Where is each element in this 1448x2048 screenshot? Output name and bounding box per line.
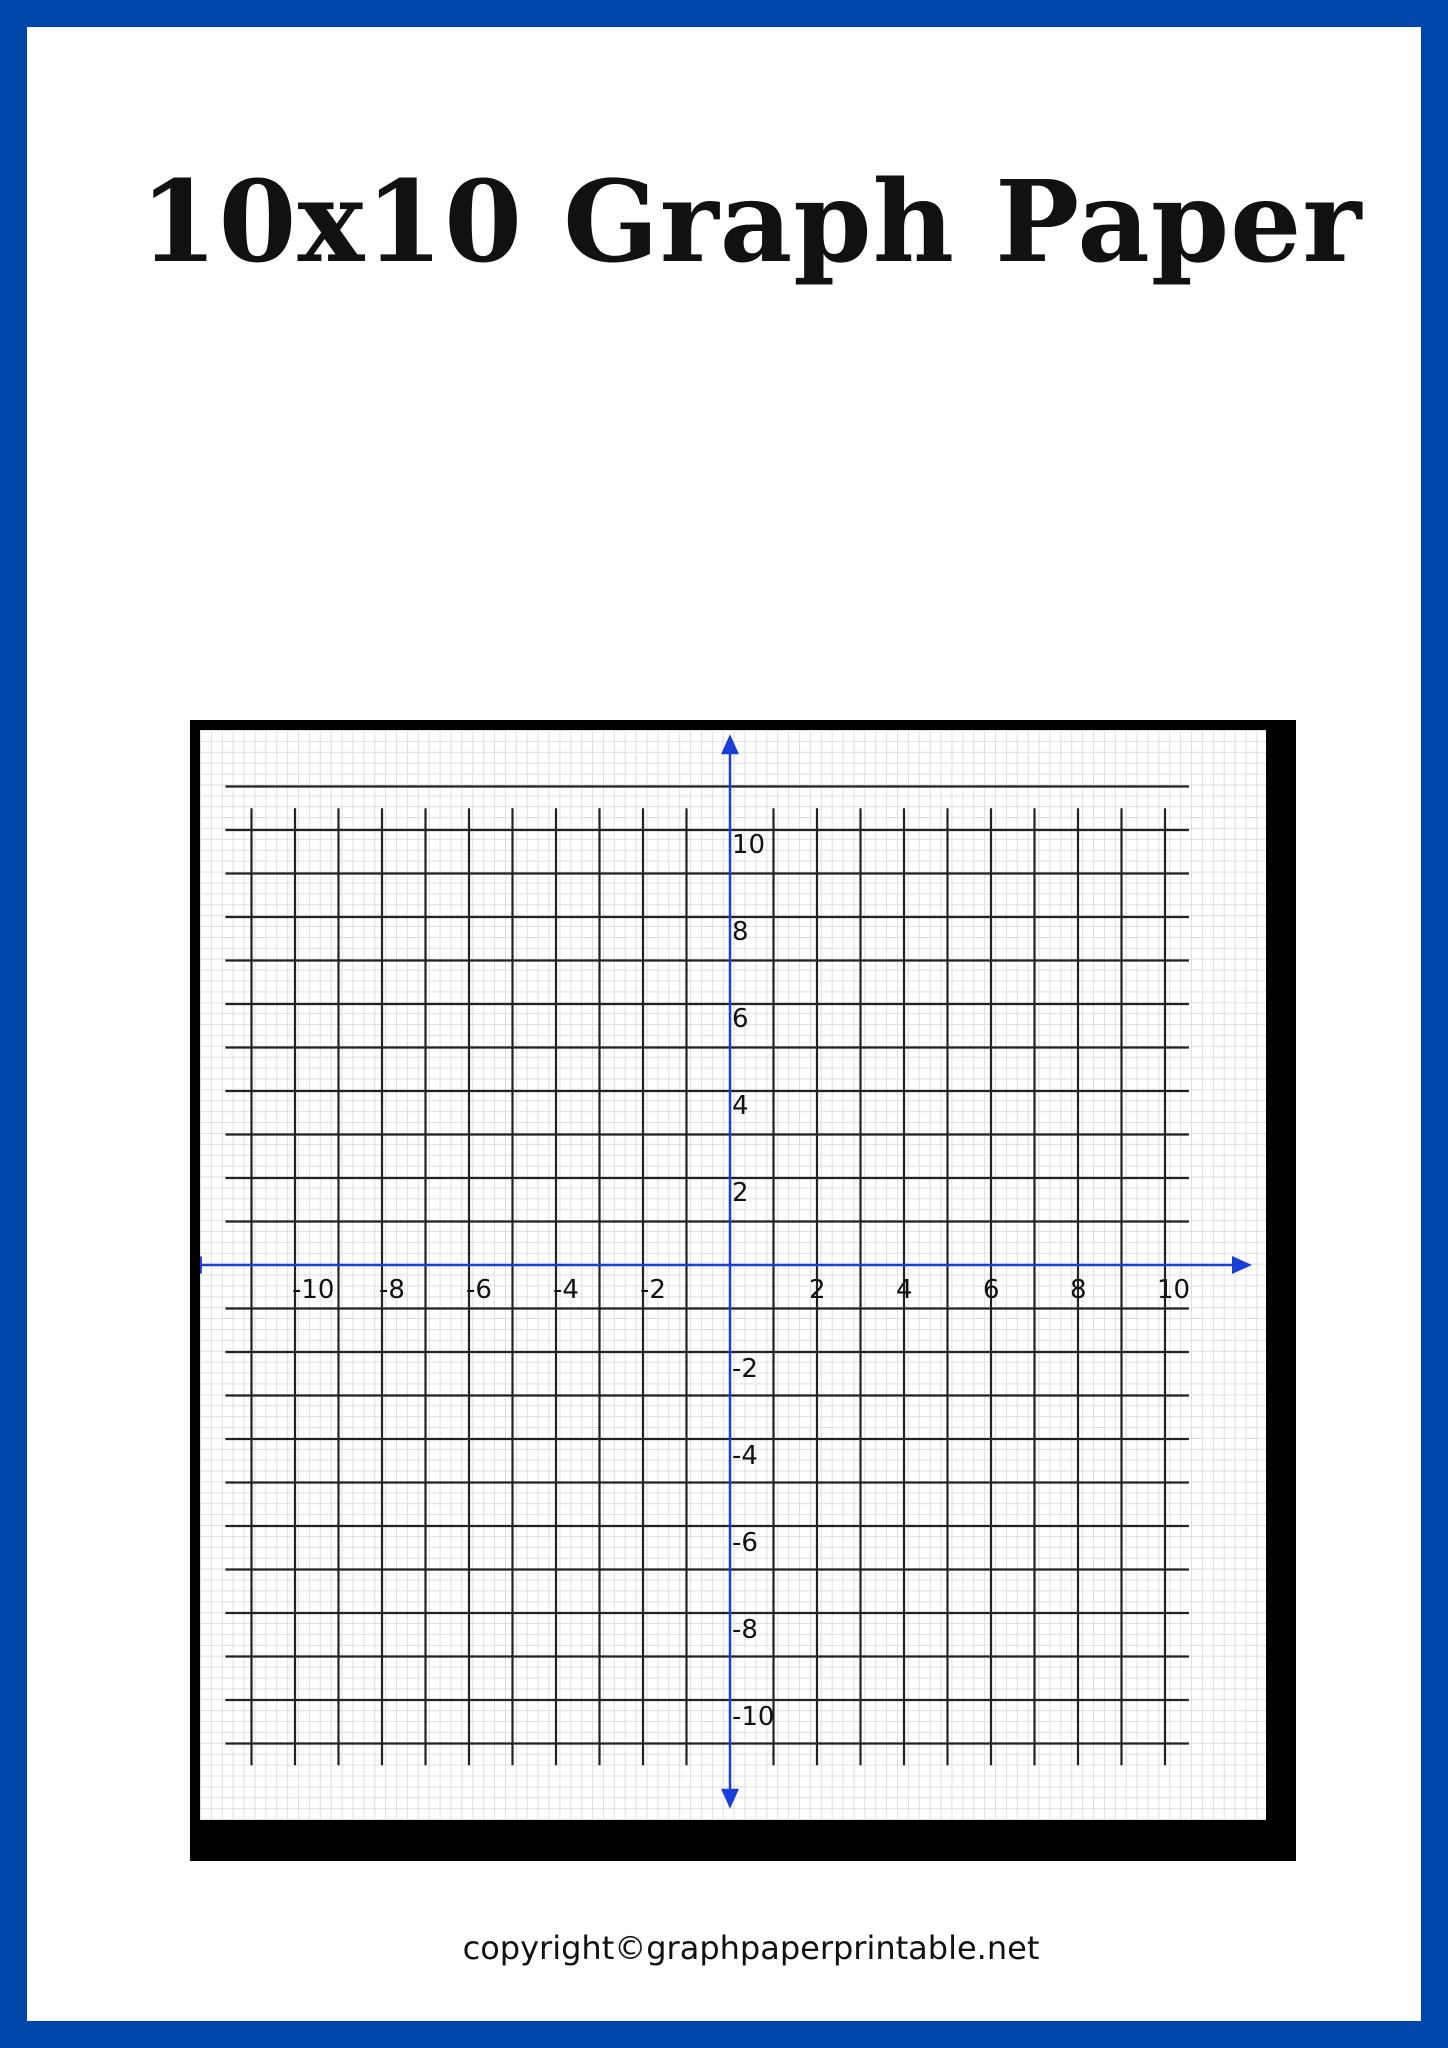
- x-tick-label: 4: [896, 1275, 913, 1305]
- coordinate-grid: [200, 730, 1266, 1820]
- y-tick-label: 4: [732, 1091, 749, 1121]
- x-axis-left-arrow-icon: [200, 1256, 202, 1274]
- graph-paper: [200, 730, 1266, 1820]
- x-tick-label: 10: [1157, 1275, 1191, 1305]
- copyright-text: copyright©graphpaperprintable.net: [462, 1929, 1040, 1967]
- y-tick-label: 10: [732, 830, 766, 860]
- x-axis-right-arrow-icon: [1232, 1256, 1252, 1274]
- y-axis-top-arrow-icon: [721, 734, 739, 754]
- x-tick-label: -8: [379, 1275, 405, 1305]
- graph-frame: [190, 720, 1296, 1861]
- y-axis-bottom-arrow-icon: [721, 1789, 739, 1809]
- x-tick-label: 8: [1070, 1275, 1087, 1305]
- x-tick-label: -10: [292, 1275, 335, 1305]
- y-tick-label: 8: [732, 917, 749, 947]
- y-tick-label: -10: [732, 1702, 775, 1732]
- x-tick-label: -6: [466, 1275, 492, 1305]
- page-title: 10x10 Graph Paper: [139, 157, 1363, 288]
- x-tick-label: 2: [809, 1275, 826, 1305]
- y-tick-label: 2: [732, 1178, 749, 1208]
- y-tick-label: 6: [732, 1004, 749, 1034]
- y-tick-label: -2: [732, 1354, 758, 1384]
- y-tick-label: -6: [732, 1528, 758, 1558]
- y-tick-label: -8: [732, 1615, 758, 1645]
- x-tick-label: 6: [983, 1275, 1000, 1305]
- x-tick-label: -2: [640, 1275, 666, 1305]
- y-tick-label: -4: [732, 1441, 758, 1471]
- x-tick-label: -4: [553, 1275, 579, 1305]
